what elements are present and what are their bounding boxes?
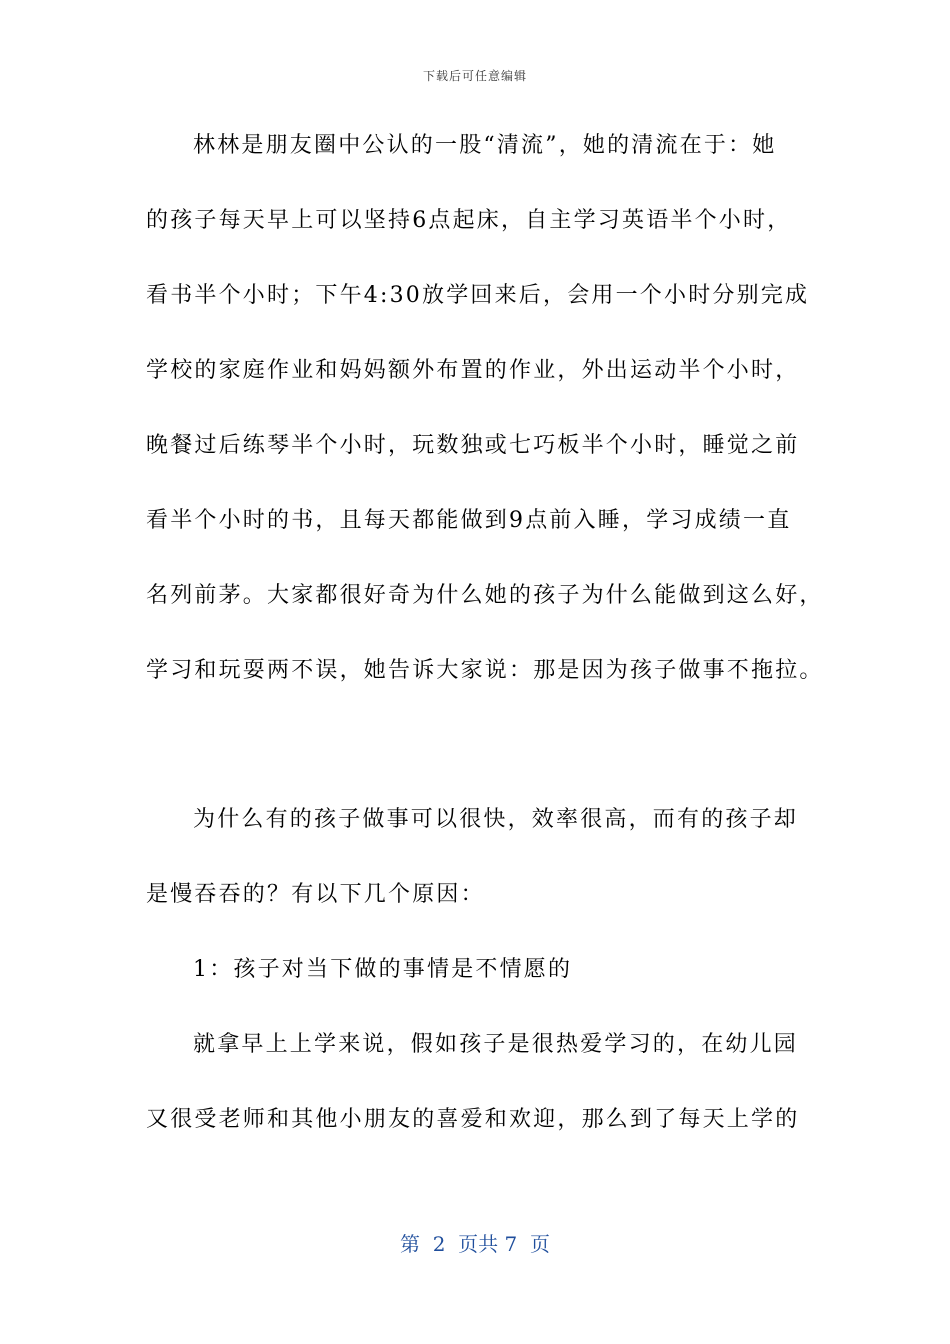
page-number-footer: 第 2 页共 7 页 xyxy=(400,1232,550,1256)
paragraph1-line-1: 林林是朋友圈中公认的一股“清流”，她的清流在于：她 xyxy=(193,133,777,158)
paragraph1-line-4: 学校的家庭作业和妈妈额外布置的作业，外出运动半个小时， xyxy=(146,358,800,383)
paragraph3-line-2: 又很受老师和其他小朋友的喜爱和欢迎，那么到了每天上学的 xyxy=(146,1107,800,1132)
header-note: 下载后可任意编辑 xyxy=(422,69,527,83)
paragraph3-line-1: 就拿早上上学来说，假如孩子是很热爱学习的，在幼儿园 xyxy=(193,1032,799,1057)
paragraph1-line-8: 学习和玩耍两不误，她告诉大家说：那是因为孩子做事不拖拉。 xyxy=(146,658,824,683)
paragraph1-line-5: 晚餐过后练琴半个小时，玩数独或七巧板半个小时，睡觉之前 xyxy=(146,433,800,458)
paragraph2-line-2: 是慢吞吞的？有以下几个原因： xyxy=(146,882,485,907)
paragraph1-line-2: 的孩子每天早上可以坚持6点起床，自主学习英语半个小时， xyxy=(146,208,792,233)
paragraph1-line-3: 看书半个小时；下午4:30放学回来后，会用一个小时分别完成 xyxy=(146,283,810,308)
paragraph2-line-1: 为什么有的孩子做事可以很快，效率很高，而有的孩子却 xyxy=(193,807,799,832)
paragraph1-line-6: 看半个小时的书，且每天都能做到9点前入睡，学习成绩一直 xyxy=(146,508,792,533)
point1-heading: 1：孩子对当下做的事情是不情愿的 xyxy=(193,957,573,982)
paragraph1-line-7: 名列前茅。大家都很好奇为什么她的孩子为什么能做到这么好， xyxy=(146,583,824,608)
